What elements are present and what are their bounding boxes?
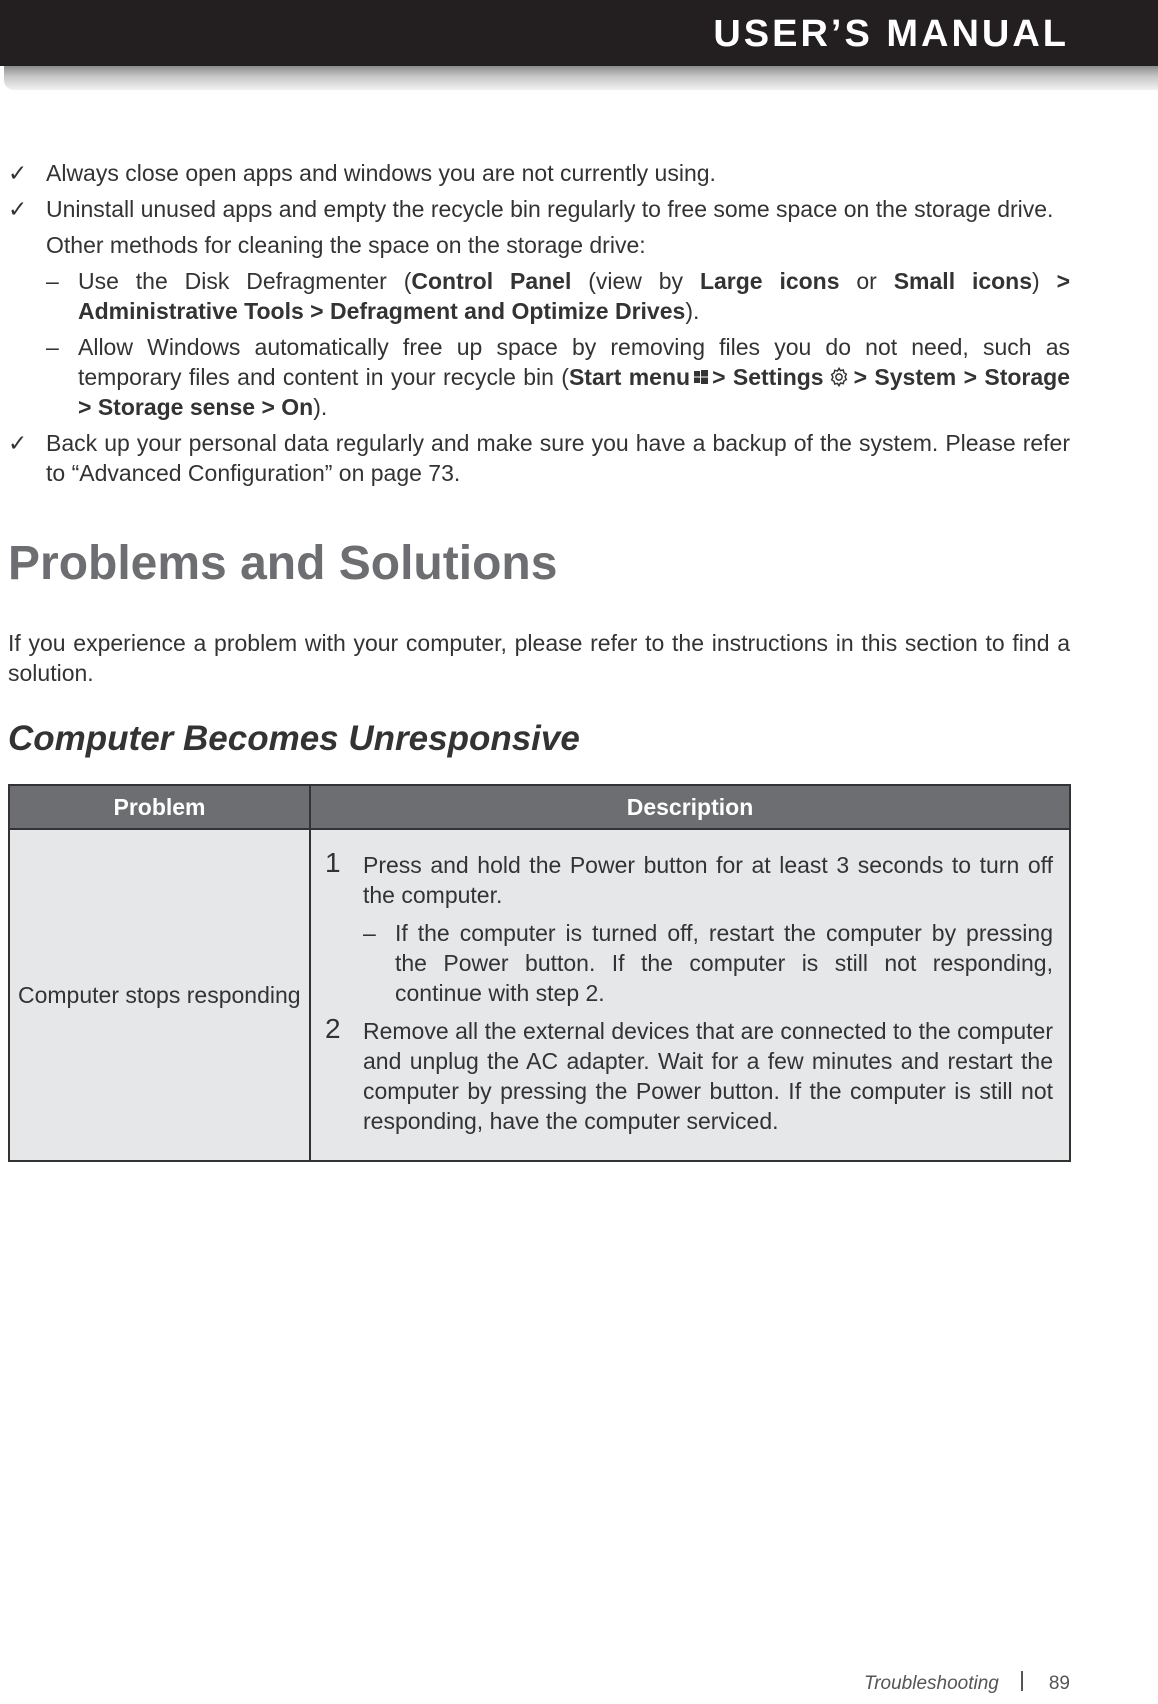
- defrag-text: (view by: [571, 268, 700, 294]
- checkmark-icon: ✓: [8, 430, 28, 456]
- defrag-text: or: [839, 268, 894, 294]
- page-content: [8, 158, 1070, 1162]
- dash-bullet: –: [363, 920, 376, 946]
- checklist-item: [8, 194, 1070, 224]
- step-number: 1: [325, 847, 341, 878]
- step-text: Press and hold the Power button for at least 3 seconds to turn off the computer.: [363, 852, 1053, 908]
- step-text: Remove all the external devices that are connected to the computer and unplug the AC adapter. Wait for a few minutes and restart the computer by pressing the Power button. If the computer is still not responding, have the computer serviced.: [363, 1018, 1053, 1134]
- table-header-row: [9, 785, 1070, 829]
- defrag-text: ).: [685, 298, 700, 324]
- gear-icon: [828, 366, 850, 388]
- checklist-text: Uninstall unused apps and empty the recycle bin regularly to free some space on the storage drive.: [46, 196, 1054, 222]
- checkmark-icon: ✓: [8, 196, 28, 222]
- step-note: [325, 918, 1053, 1008]
- problem-cell: Computer stops responding: [9, 829, 310, 1161]
- header-shadow: [4, 66, 1158, 90]
- footer-separator: [1021, 1671, 1023, 1691]
- footer-section-name: Troubleshooting: [864, 1673, 999, 1694]
- checklist-item: [8, 158, 1070, 188]
- step-item: [325, 847, 1053, 910]
- description-cell: [310, 829, 1070, 1161]
- step-number: 2: [325, 1013, 341, 1044]
- storage-sense-text: Allow Windows automatically free up space by removing files you do not need, such as temporary files and content in your recycle bin (: [78, 334, 1070, 390]
- storage-sense-path: > System > Storage > Storage sense > On: [78, 364, 1070, 420]
- table-header-problem: Problem: [9, 785, 310, 829]
- subsection-title: Computer Becomes Unresponsive: [8, 719, 580, 758]
- page-footer: [864, 1671, 1070, 1696]
- storage-sense-text: ).: [313, 394, 328, 420]
- defrag-text: ): [1032, 268, 1057, 294]
- dash-bullet: –: [46, 334, 59, 360]
- dash-bullet: –: [46, 268, 59, 294]
- checklist-text: Back up your personal data regularly and make sure you have a backup of the system. Please refer to “Advanced Configuration” on page 73.: [46, 430, 1070, 486]
- control-panel-path: Control Panel: [411, 268, 572, 294]
- storage-sense-instruction: [8, 332, 1070, 422]
- checklist-item: [8, 428, 1070, 488]
- windows-logo-icon: [694, 370, 708, 384]
- checkmark-icon: ✓: [8, 160, 28, 186]
- settings-path: > Settings: [712, 364, 824, 390]
- table-header-description: Description: [310, 785, 1070, 829]
- section-title: Problems and Solutions: [8, 537, 558, 590]
- step-item: [325, 1013, 1053, 1136]
- step-note-text: If the computer is turned off, restart the computer by pressing the Power button. If the computer is still not responding, continue with step 2.: [395, 920, 1053, 1006]
- table-row: [9, 829, 1070, 1161]
- defrag-path: > Administrative Tools > Defragment and Optimize Drives: [78, 268, 1070, 324]
- small-icons-option: Small icons: [893, 268, 1033, 294]
- defrag-instruction: [8, 266, 1070, 326]
- page-header-title: USER’S MANUAL: [713, 13, 1069, 55]
- defrag-text: Use the Disk Defragmenter (: [78, 268, 412, 294]
- start-menu-path: Start menu: [568, 364, 691, 390]
- page-number: 89: [1048, 1673, 1070, 1694]
- section-intro: If you experience a problem with your computer, please refer to the instructions in this section to find a solution.: [8, 630, 1070, 686]
- troubleshooting-table: [8, 784, 1071, 1162]
- checklist-text: Always close open apps and windows you are not currently using.: [46, 160, 716, 186]
- large-icons-option: Large icons: [699, 268, 840, 294]
- other-methods-intro: Other methods for cleaning the space on the storage drive:: [46, 232, 646, 258]
